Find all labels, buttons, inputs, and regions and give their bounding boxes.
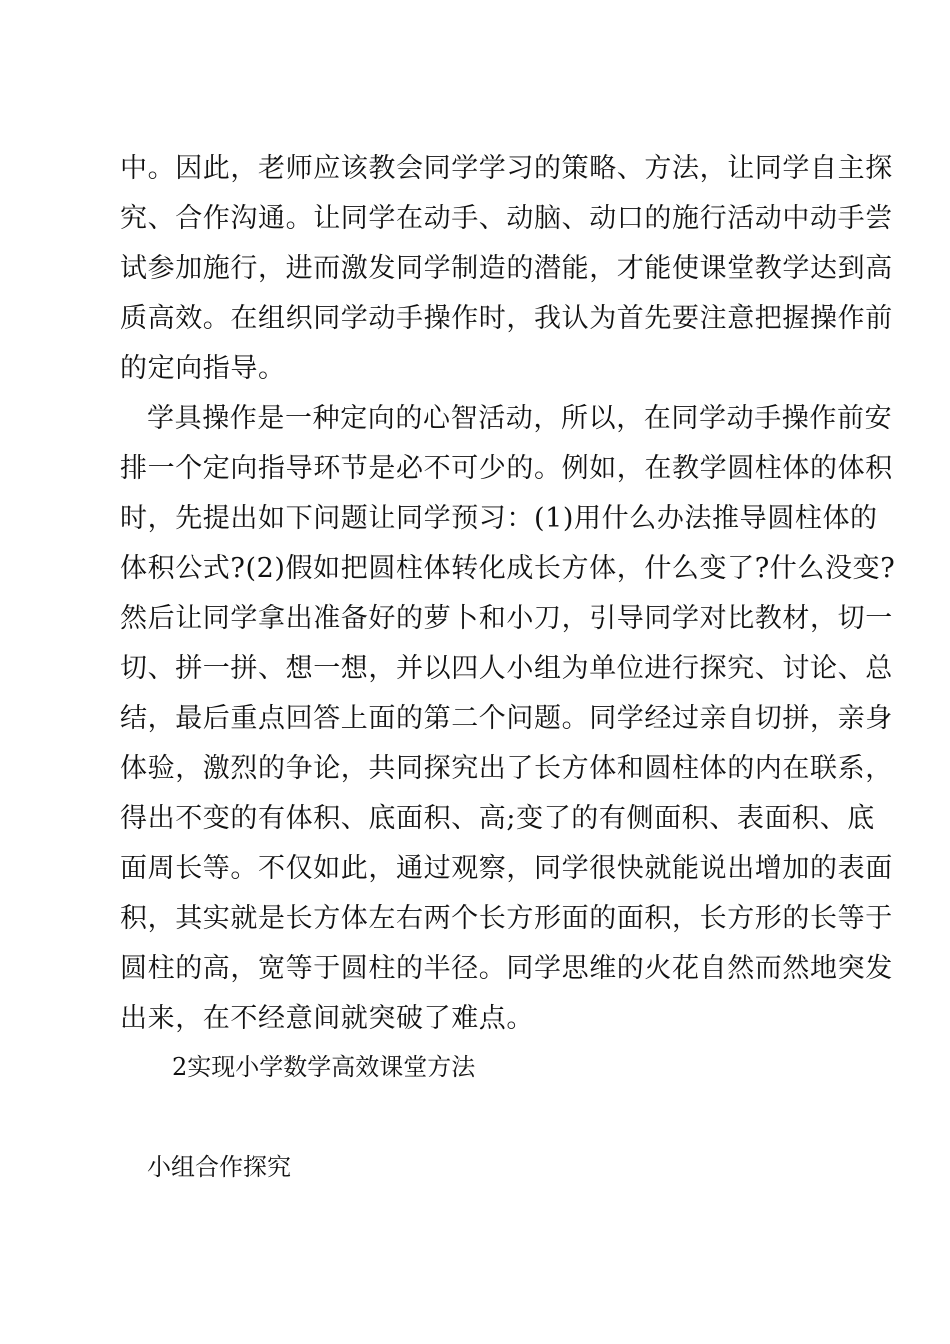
paragraph-2-line-1: 学具操作是一种定向的心智活动，所以，在同学动手操作前安 (147, 403, 893, 434)
paragraph-2-line-10: 面周长等。不仅如此，通过观察，同学很快就能说出增加的表面 (120, 853, 893, 884)
paragraph-1-line-3: 试参加施行，进而激发同学制造的潜能，才能使课堂教学达到高 (120, 253, 893, 284)
paragraph-1-line-2: 究、合作沟通。让同学在动手、动脑、动口的施行活动中动手尝 (120, 203, 893, 234)
paragraph-2-line-12: 圆柱的高，宽等于圆柱的半径。同学思维的火花自然而然地突发 (120, 953, 893, 984)
paragraph-2-line-4: 体积公式?(2)假如把圆柱体转化成长方体，什么变了?什么没变? (120, 553, 896, 584)
subheading: 小组合作探究 (147, 1153, 291, 1181)
paragraph-2-line-11: 积，其实就是长方体左右两个长方形面的面积，长方形的长等于 (120, 903, 893, 934)
section-heading: 2实现小学数学高效课堂方法 (172, 1053, 476, 1081)
paragraph-2-line-9: 得出不变的有体积、底面积、高;变了的有侧面积、表面积、底 (120, 803, 875, 834)
paragraph-2-line-2: 排一个定向指导环节是必不可少的。例如，在教学圆柱体的体积 (120, 453, 893, 484)
paragraph-2-line-8: 体验，激烈的争论，共同探究出了长方体和圆柱体的内在联系， (120, 753, 893, 784)
paragraph-2-line-13: 出来，在不经意间就突破了难点。 (120, 1003, 534, 1034)
paragraph-2-line-6: 切、拼一拼、想一想，并以四人小组为单位进行探究、讨论、总 (120, 653, 893, 684)
paragraph-1-line-1: 中。因此，老师应该教会同学学习的策略、方法，让同学自主探 (120, 153, 893, 184)
paragraph-2-line-5: 然后让同学拿出准备好的萝卜和小刀，引导同学对比教材，切一 (120, 603, 893, 634)
paragraph-1-line-5: 的定向指导。 (120, 353, 286, 384)
paragraph-2-line-3: 时，先提出如下问题让同学预习：(1)用什么办法推导圆柱体的 (120, 503, 878, 534)
paragraph-2-line-7: 结，最后重点回答上面的第二个问题。同学经过亲自切拼，亲身 (120, 703, 893, 734)
paragraph-1-line-4: 质高效。在组织同学动手操作时，我认为首先要注意把握操作前 (120, 303, 893, 334)
